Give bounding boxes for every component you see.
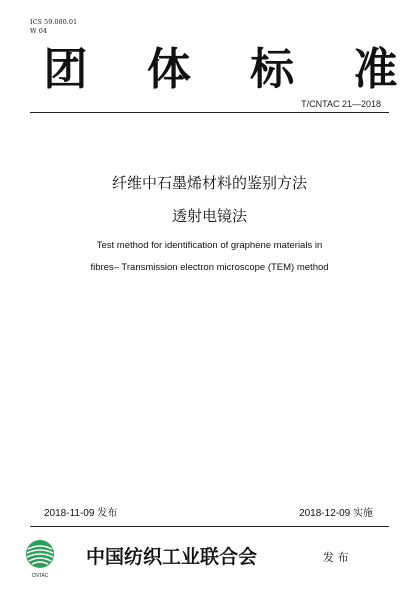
- cntac-logo: [22, 537, 58, 583]
- bottom-divider: [30, 526, 389, 527]
- ics-code: ICS 59.080.01: [30, 18, 78, 26]
- title-chinese-line1: 纤维中石墨烯材料的鉴别方法: [111, 174, 307, 192]
- publisher-name: 中国纺织工业联合会: [86, 546, 258, 568]
- logo-text: CNTAC: [31, 573, 49, 579]
- title-english-line1: Test method for identification of graphene materials in: [96, 240, 323, 251]
- cntac-emblem-icon: [22, 537, 58, 571]
- top-divider: [30, 112, 389, 113]
- implementation-date: 2018-12-09 实施: [299, 508, 373, 519]
- document-type-title: 团 体 标 准: [43, 44, 419, 95]
- publisher-suffix: 发 布: [323, 551, 349, 564]
- title-english-line2: fibres– Transmission electron microscope (TEM) method: [90, 262, 329, 273]
- classification-codes: [30, 18, 77, 36]
- issue-date: 2018-11-09 发布: [44, 508, 118, 519]
- category-code: W 04: [30, 27, 48, 35]
- title-chinese-line2: 透射电镜法: [171, 207, 247, 225]
- standard-number: T/CNTAC 21—2018: [301, 99, 381, 109]
